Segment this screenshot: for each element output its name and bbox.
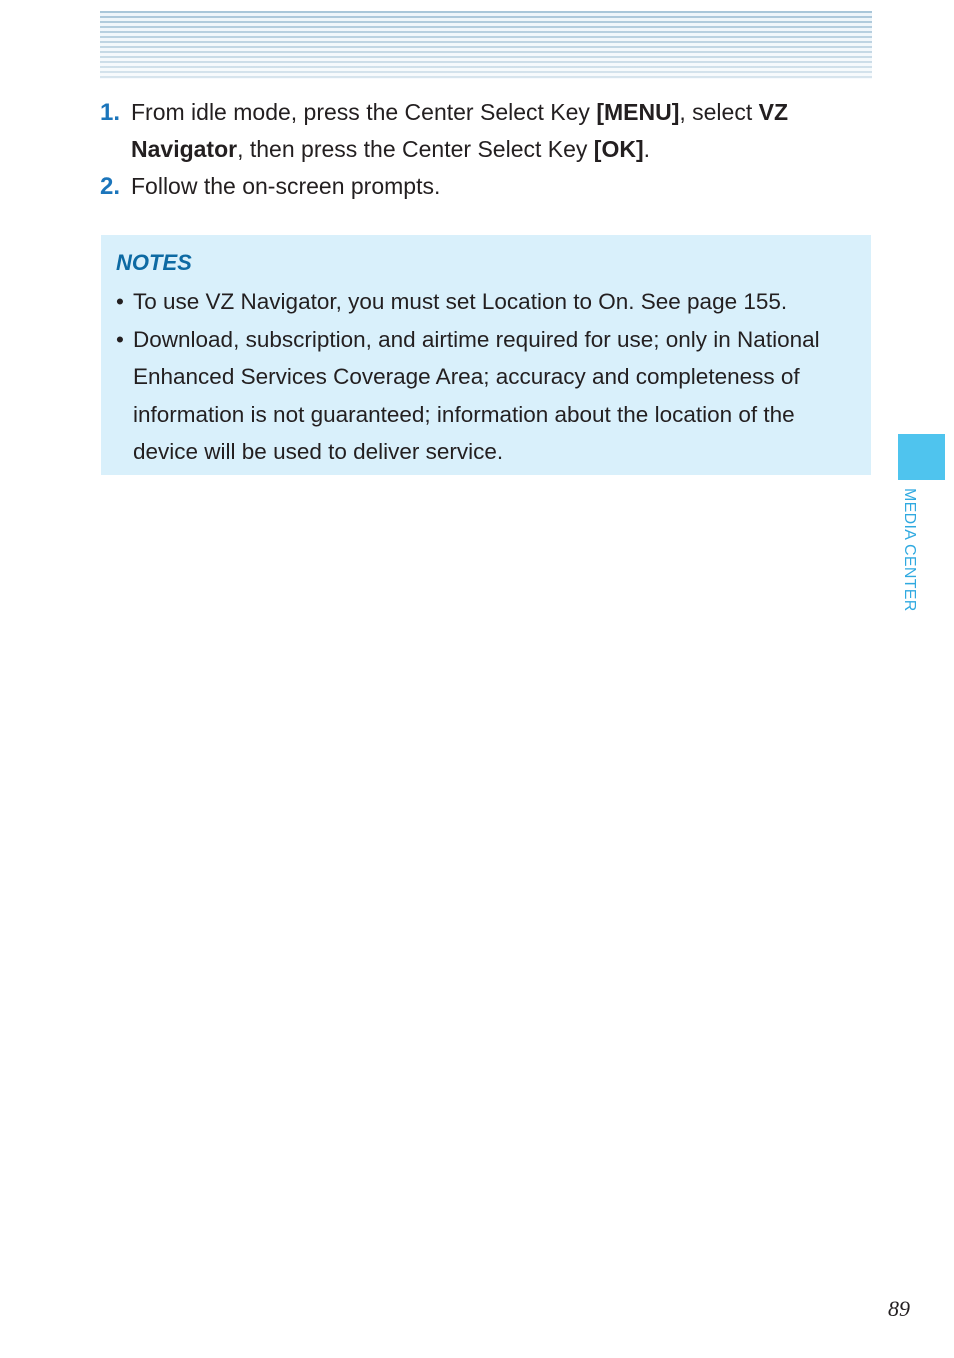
step-text: From idle mode, press the Center Select Key: [131, 99, 597, 125]
bullet-icon: •: [116, 326, 124, 352]
step-2: [100, 168, 860, 205]
step-text: , select: [679, 99, 759, 125]
notes-title: NOTES: [116, 250, 192, 275]
chapter-tab-marker: [898, 434, 945, 480]
section-header-bar: [100, 11, 872, 79]
step-number: 1.: [100, 99, 121, 126]
chapter-tab-label: MEDIA CENTER: [901, 488, 918, 612]
menu-key-label: [MENU]: [596, 99, 680, 125]
instruction-steps: [100, 94, 860, 205]
step-text: .: [643, 136, 651, 162]
note-text: Download, subscription, and airtime required for use; only in National Enhanced Services Coverage Area; accuracy and completeness of information is not guaranteed; information about the location of the device will be used to deliver service.: [133, 326, 820, 464]
note-item: [116, 283, 855, 321]
step-text: Follow the on-screen prompts.: [131, 173, 441, 199]
step-number: 2.: [100, 173, 121, 200]
step-1: [100, 94, 860, 168]
vz-navigator-label: VZ Navigator: [131, 99, 789, 162]
step-text: , then press the Center Select Key: [237, 136, 594, 162]
note-text: To use VZ Navigator, you must set Location to On. See page 155.: [133, 289, 788, 314]
ok-key-label: [OK]: [593, 136, 644, 162]
notes-box: [101, 235, 871, 475]
page-number: 89: [888, 1296, 910, 1321]
bullet-icon: •: [116, 289, 124, 314]
note-item: [116, 321, 855, 471]
